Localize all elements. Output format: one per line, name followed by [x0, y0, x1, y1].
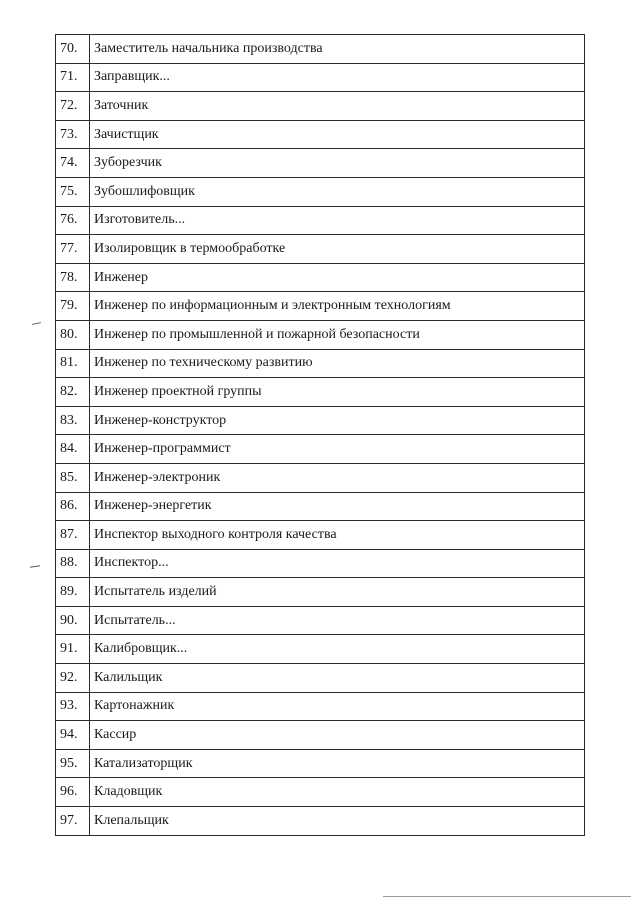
row-number: 90. [56, 606, 90, 635]
position-title: Изготовитель... [90, 206, 585, 235]
position-title: Клепальщик [90, 807, 585, 836]
table-row [56, 721, 585, 750]
row-number: 86. [56, 492, 90, 521]
table-row [56, 406, 585, 435]
table-row [56, 177, 585, 206]
position-title: Зуборезчик [90, 149, 585, 178]
row-number: 79. [56, 292, 90, 321]
table-row [56, 35, 585, 64]
table-row [56, 807, 585, 836]
row-number: 96. [56, 778, 90, 807]
row-number: 89. [56, 578, 90, 607]
row-number: 85. [56, 463, 90, 492]
table-row [56, 549, 585, 578]
row-number: 71. [56, 63, 90, 92]
row-number: 92. [56, 664, 90, 693]
table-row [56, 263, 585, 292]
table-row [56, 578, 585, 607]
position-title: Инженер по промышленной и пожарной безопасности [90, 320, 585, 349]
row-number: 84. [56, 435, 90, 464]
position-title: Кассир [90, 721, 585, 750]
margin-pen-mark [32, 322, 41, 325]
table-row [56, 606, 585, 635]
row-number: 75. [56, 177, 90, 206]
table-row [56, 206, 585, 235]
position-title: Инженер-электроник [90, 463, 585, 492]
position-title: Инженер по информационным и электронным технологиям [90, 292, 585, 321]
row-number: 91. [56, 635, 90, 664]
row-number: 72. [56, 92, 90, 121]
table-row [56, 120, 585, 149]
row-number: 70. [56, 35, 90, 64]
row-number: 97. [56, 807, 90, 836]
position-title: Инженер-программист [90, 435, 585, 464]
row-number: 93. [56, 692, 90, 721]
table-row [56, 378, 585, 407]
table-row [56, 435, 585, 464]
row-number: 81. [56, 349, 90, 378]
table-row [56, 349, 585, 378]
position-title: Изолировщик в термообработке [90, 235, 585, 264]
position-title: Инспектор... [90, 549, 585, 578]
table-row [56, 635, 585, 664]
row-number: 95. [56, 749, 90, 778]
table-row [56, 664, 585, 693]
row-number: 76. [56, 206, 90, 235]
position-title: Инженер-энергетик [90, 492, 585, 521]
table-row [56, 149, 585, 178]
table-row [56, 292, 585, 321]
table-row [56, 320, 585, 349]
margin-pen-mark [30, 565, 40, 567]
table-row [56, 778, 585, 807]
position-title: Катализаторщик [90, 749, 585, 778]
row-number: 80. [56, 320, 90, 349]
position-title: Зубошлифовщик [90, 177, 585, 206]
row-number: 83. [56, 406, 90, 435]
table-row [56, 692, 585, 721]
position-title: Калильщик [90, 664, 585, 693]
table-row [56, 63, 585, 92]
position-title: Инженер по техническому развитию [90, 349, 585, 378]
table-row [56, 749, 585, 778]
row-number: 77. [56, 235, 90, 264]
footer-rule [383, 896, 631, 897]
row-number: 94. [56, 721, 90, 750]
position-title: Инспектор выходного контроля качества [90, 521, 585, 550]
position-title: Картонажник [90, 692, 585, 721]
position-title: Калибровщик... [90, 635, 585, 664]
positions-table-body [56, 35, 585, 836]
position-title: Испытатель... [90, 606, 585, 635]
positions-table [55, 34, 585, 836]
row-number: 73. [56, 120, 90, 149]
table-row [56, 492, 585, 521]
position-title: Заточник [90, 92, 585, 121]
position-title: Зачистщик [90, 120, 585, 149]
row-number: 82. [56, 378, 90, 407]
position-title: Заправщик... [90, 63, 585, 92]
table-row [56, 92, 585, 121]
position-title: Инженер [90, 263, 585, 292]
row-number: 74. [56, 149, 90, 178]
position-title: Инженер проектной группы [90, 378, 585, 407]
position-title: Испытатель изделий [90, 578, 585, 607]
table-row [56, 521, 585, 550]
row-number: 78. [56, 263, 90, 292]
position-title: Кладовщик [90, 778, 585, 807]
position-title: Инженер-конструктор [90, 406, 585, 435]
row-number: 87. [56, 521, 90, 550]
row-number: 88. [56, 549, 90, 578]
position-title: Заместитель начальника производства [90, 35, 585, 64]
table-row [56, 463, 585, 492]
table-row [56, 235, 585, 264]
